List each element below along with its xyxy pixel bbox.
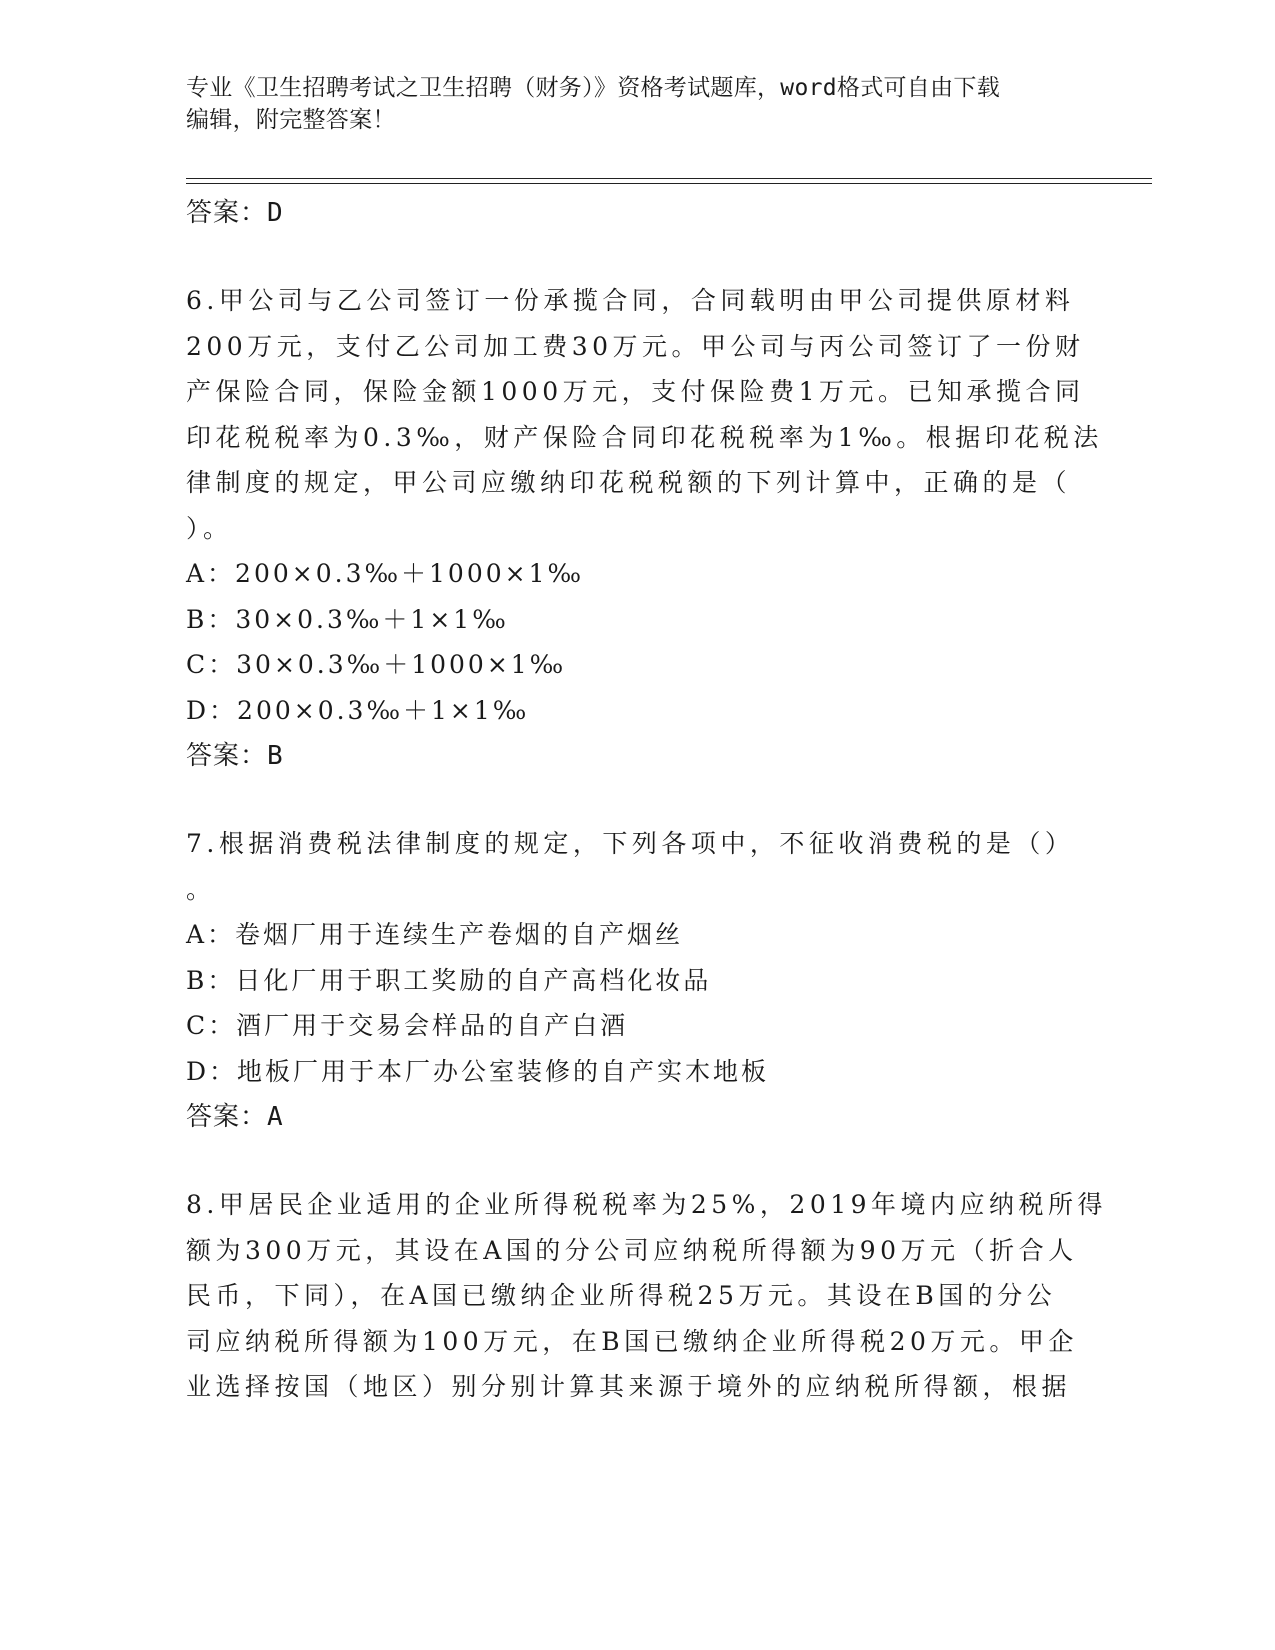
question-6 xyxy=(186,278,1103,779)
option-d: D：200×0.3‰＋1×1‰ xyxy=(186,695,530,725)
question-stem-line: ）。 xyxy=(186,513,233,543)
question-stem-line: 民币，下同），在A国已缴纳企业所得税25万元。其设在B国的分公 xyxy=(186,1281,1057,1310)
answer-label: 答案：A xyxy=(186,1102,284,1132)
question-stem-line: 产保险合同，保险金额1000万元，支付保险费1万元。已知承揽合同 xyxy=(186,377,1085,406)
header-line-2: 编辑，附完整答案！ xyxy=(186,107,396,133)
question-stem-line: 业选择按国（地区）别分别计算其来源于境外的应纳税所得额，根据 xyxy=(186,1372,1072,1401)
question-stem-line: 6.甲公司与乙公司签订一份承揽合同，合同载明由甲公司提供原材料 xyxy=(186,286,1075,315)
question-stem-line: 司应纳税所得额为100万元，在B国已缴纳企业所得税20万元。甲企 xyxy=(186,1326,1078,1356)
question-stem-line: 8.甲居民企业适用的企业所得税税率为25%，2019年境内应纳税所得 xyxy=(186,1190,1108,1219)
header-rule-top xyxy=(186,178,1152,179)
option-b: B：日化厂用于职工奖励的自产高档化妆品 xyxy=(186,965,712,995)
question-stem-line: 7.根据消费税法律制度的规定，下列各项中，不征收消费税的是（） xyxy=(186,829,1075,858)
question-8 xyxy=(186,1182,1108,1410)
question-stem-line: 200万元，支付乙公司加工费30万元。甲公司与丙公司签订了一份财 xyxy=(186,331,1085,361)
option-d: D：地板厂用于本厂办公室装修的自产实木地板 xyxy=(186,1056,770,1086)
answer-label: 答案：D xyxy=(186,198,284,228)
question-stem-line: 律制度的规定，甲公司应缴纳印花税税额的下列计算中，正确的是（ xyxy=(186,468,1072,497)
option-c: C：30×0.3‰＋1000×1‰ xyxy=(186,650,567,679)
question-stem-line: 。 xyxy=(186,874,216,904)
option-a: A：200×0.3‰＋1000×1‰ xyxy=(186,559,585,588)
answer-label: 答案：B xyxy=(186,741,284,771)
option-c: C：酒厂用于交易会样品的自产白酒 xyxy=(186,1011,629,1040)
question-stem-line: 印花税税率为0.3‰，财产保险合同印花税税率为1‰。根据印花税法 xyxy=(186,422,1103,452)
header-rule-bottom xyxy=(186,183,1152,184)
question-stem-line: 额为300万元，其设在A国的分公司应纳税所得额为90万元（折合人 xyxy=(186,1235,1078,1265)
question-7 xyxy=(186,821,1086,1140)
document-body xyxy=(186,186,1108,1410)
option-a: A：卷烟厂用于连续生产卷烟的自产烟丝 xyxy=(186,920,684,949)
header-line-1: 专业《卫生招聘考试之卫生招聘（财务）》资格考试题库，word格式可自由下载 xyxy=(186,75,1000,101)
option-b: B：30×0.3‰＋1×1‰ xyxy=(186,604,509,634)
document-header xyxy=(186,72,1066,136)
